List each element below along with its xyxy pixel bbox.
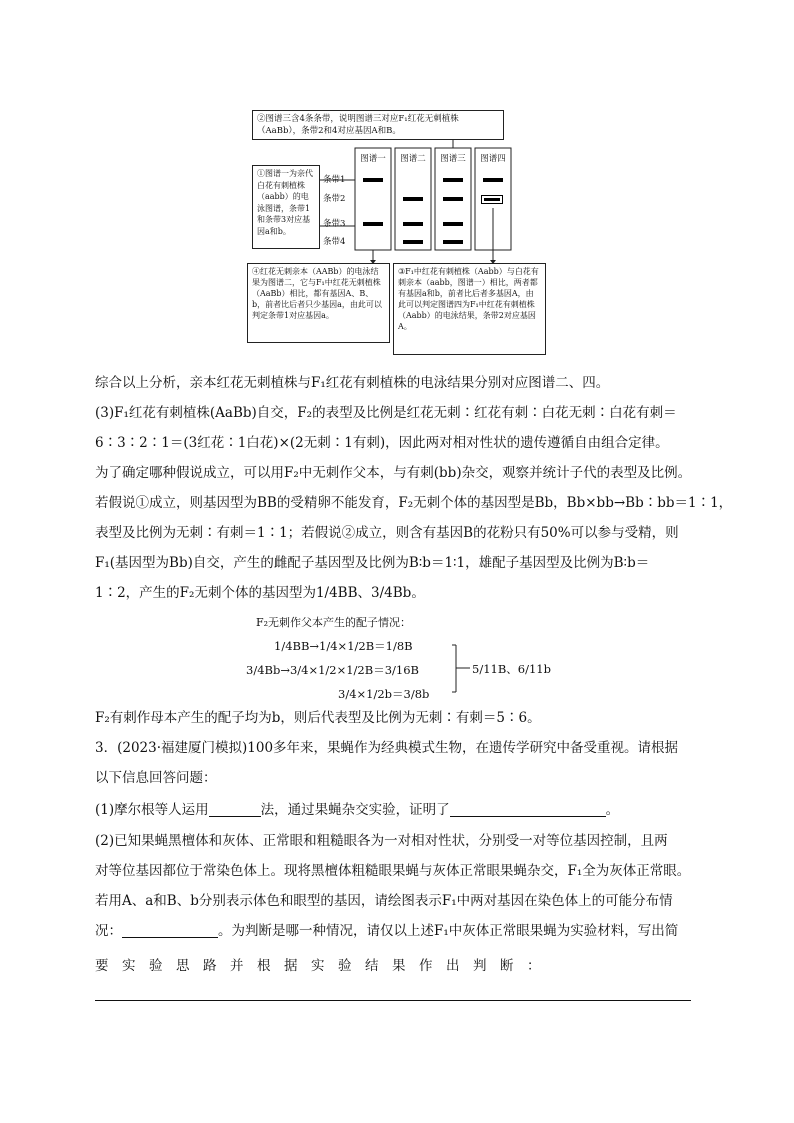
calc-result: 5/11B、6/11b — [472, 662, 551, 676]
question-3-part2-line5: 要 实 验 思 路 并 根 据 实 验 结 果 作 出 判 断 ： — [95, 958, 541, 974]
question-3-part2-line2: 对等位基因都位于常染色体上。现将黑檀体粗糙眼果蝇与灰体正常眼果蝇杂交，F₁全为灰体正常眼。 — [95, 863, 691, 879]
band-label-1: 条带1 — [323, 175, 346, 185]
lane-label-3: 图谱三 — [440, 154, 466, 164]
calc-line-2: 3/4Bb→3/4×1/2×1/2B＝3/16B — [246, 663, 419, 677]
question-3-intro-2: 以下信息回答问题： — [95, 770, 217, 786]
para-3-line7: 1∶2，产生的F₂无刺个体的基因型为1/4BB、3/4Bb。 — [95, 585, 425, 601]
calc-title: F₂无刺作父本产生的配子情况： — [256, 616, 412, 629]
para-3-line6: F₁(基因型为Bb)自交，产生的雌配子基因型及比例为B∶b＝1∶1，雄配子基因型及比例为B∶b＝ — [95, 555, 650, 571]
q3-part2-text-a: 况： — [95, 923, 122, 939]
calc-line-3: 3/4×1/2b＝3/8b — [338, 687, 430, 701]
q3-part2-text-b: 。为判断是哪一种情况，请仅以上述F₁中灰体正常眼果蝇为实验材料，写出简 — [218, 923, 679, 939]
band-label-3: 条带3 — [323, 219, 346, 229]
question-3-intro-1: 3．(2023·福建厦门模拟)100多年来，果蝇作为经典模式生物，在遗传学研究中备受重视。请根据 — [95, 740, 679, 756]
band-label-4: 条带4 — [323, 237, 346, 247]
lane-label-2: 图谱二 — [400, 154, 426, 164]
answer-blank-distribution[interactable] — [122, 923, 218, 938]
note-box-4: ④红花无刺亲本（AABb）的电泳结果为图谱二，它与F₁中红花无刺植株（AaBb）相比，都有基因A、B、b，前者比后者只少基因a，由此可以判定条带1对应基因a。 — [247, 263, 390, 343]
band-label-2: 条带2 — [323, 194, 346, 204]
para-3-line1: (3)F₁红花有刺植株(AaBb)自交，F₂的表型及比例是红花无刺∶红花有刺∶白花无刺∶白花有刺＝ — [95, 405, 677, 421]
question-3-part2-line3: 若用A、a和B、b分别表示体色和眼型的基因，请绘图表示F₁中两对基因在染色体上的可能分布情 — [95, 893, 673, 909]
para-3-line3: 为了确定哪种假说成立，可以用F₂中无刺作父本，与有刺(bb)杂交，观察并统计子代的表型及比例。 — [95, 465, 692, 481]
q3-part1-text-c: 。 — [605, 802, 620, 818]
question-3-part2-line4 — [95, 921, 695, 941]
calc-line-1: 1/4BB→1/4×1/2B＝1/8B — [274, 639, 413, 653]
answer-blank-conclusion[interactable] — [450, 802, 606, 817]
para-3-line4: 若假说①成立，则基因型为BB的受精卵不能发育，F₂无刺个体的基因型是Bb，Bb×bb→Bb∶bb＝1∶1， — [95, 495, 733, 511]
lane-label-1: 图谱一 — [360, 154, 386, 164]
question-3-part2-line1: (2)已知果蝇黑檀体和灰体、正常眼和粗糙眼各为一对相对性状，分别受一对等位基因控制，且两 — [95, 833, 668, 849]
para-conclusion: F₂有刺作母本产生的配子均为b，则后代表型及比例为无刺∶有刺＝5∶6。 — [95, 710, 541, 726]
answer-line[interactable] — [95, 1000, 691, 1001]
para-summary: 综合以上分析，亲本红花无刺植株与F₁红花有刺植株的电泳结果分别对应图谱二、四。 — [95, 375, 610, 391]
para-3-line2: 6∶3∶2∶1＝(3红花∶1白花)×(2无刺∶1有刺)，因此两对相对性状的遗传遵循自由组合定律。 — [95, 435, 669, 451]
note-box-1: ①图谱一为亲代白花有刺植株（aabb）的电泳图谱，条带1和条带3对应基因a和b。 — [252, 165, 320, 249]
note-box-3: ③F₁中红花有刺植株（Aabb）与白花有刺亲本（aabb，图谱一）相比，两者都有基因a和b，前者比后者多基因A，由此可以判定图谱四为F₁中红花有刺植株（Aabb）的电泳结果，条带2对应基因A。 — [393, 263, 546, 355]
q3-part1-text-b: 法，通过果蝇杂交实验，证明了 — [260, 802, 450, 818]
q3-part1-text-a: (1)摩尔根等人运用 — [95, 802, 209, 818]
answer-blank-method[interactable] — [209, 802, 261, 817]
question-3-part1 — [95, 800, 695, 820]
note-box-2: ②图谱三含4条条带，说明图谱三对应F₁红花无刺植株（AaBb），条带2和4对应基因A和B。 — [252, 110, 504, 140]
para-3-line5: 表型及比例为无刺∶有刺＝1∶1；若假说②成立，则含有基因B的花粉只有50%可以参与受精，则 — [95, 525, 679, 541]
lane-label-4: 图谱四 — [480, 154, 506, 164]
